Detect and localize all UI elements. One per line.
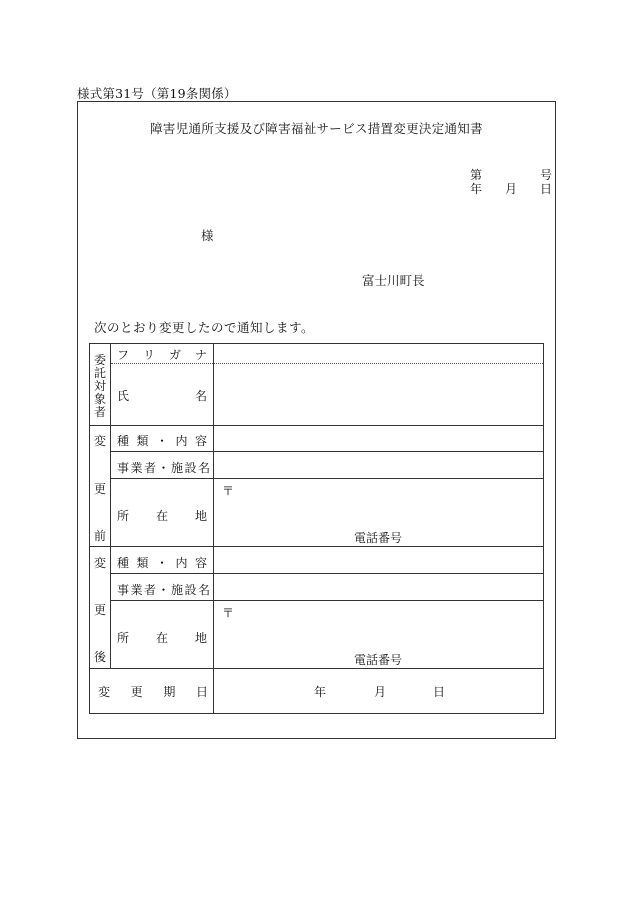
location-char: 所 xyxy=(117,631,130,645)
kind-char: 容 xyxy=(194,434,207,448)
before-phone-label: 電話番号 xyxy=(354,531,403,545)
before-postal-mark: 〒 xyxy=(222,484,235,498)
furigana-char: ナ xyxy=(194,348,207,362)
kind-char: 容 xyxy=(194,556,207,570)
kind-char: 種 xyxy=(117,556,130,570)
before-header-char: 前 xyxy=(94,529,107,543)
after-phone-label: 電話番号 xyxy=(354,653,403,667)
kind-char: 種 xyxy=(117,434,130,448)
after-header-char: 変 xyxy=(94,556,107,570)
date-year-label: 年 xyxy=(470,182,483,196)
after-postal-mark: 〒 xyxy=(222,606,235,620)
change-date-month: 月 xyxy=(374,685,387,699)
furigana-char: ガ xyxy=(168,348,181,362)
change-date-label xyxy=(98,683,208,700)
row-divider-before xyxy=(90,546,543,547)
furigana-divider xyxy=(111,363,543,364)
kind-char: 類 xyxy=(136,434,149,448)
row-divider-subject xyxy=(90,425,543,426)
row-divider-after xyxy=(90,668,543,669)
name-char: 名 xyxy=(194,389,207,403)
location-char: 地 xyxy=(194,631,207,645)
after-header-char: 更 xyxy=(94,603,107,617)
after-header-char: 後 xyxy=(94,650,107,664)
furigana-char: リ xyxy=(142,348,155,362)
date-day-label: 日 xyxy=(540,182,553,196)
subject-header-char: 託 xyxy=(94,366,107,380)
col-divider-2 xyxy=(213,344,214,713)
kind-char: 内 xyxy=(175,556,188,570)
subject-header-char: 委 xyxy=(94,353,107,367)
change-date-year: 年 xyxy=(314,685,327,699)
row-divider-before-kind xyxy=(111,451,543,452)
kind-char: ・ xyxy=(155,434,168,448)
after-location-label xyxy=(117,629,207,646)
location-char: 在 xyxy=(155,509,168,523)
form-number-label: 様式第31号（第19条関係） xyxy=(77,86,237,101)
change-date-char: 変 xyxy=(98,685,111,699)
intro-text: 次のとおり変更したので通知します。 xyxy=(94,320,315,335)
kind-char: 類 xyxy=(136,556,149,570)
before-location-label xyxy=(117,507,207,524)
issuer-name: 富士川町長 xyxy=(362,273,425,288)
subject-header-char: 象 xyxy=(94,392,107,406)
change-date-char: 日 xyxy=(195,685,208,699)
furigana-char: フ xyxy=(117,348,130,362)
change-date-day: 日 xyxy=(433,685,446,699)
subject-header-char: 者 xyxy=(94,405,107,419)
before-kind-label xyxy=(117,432,207,449)
row-divider-after-kind xyxy=(111,573,543,574)
col-divider-1 xyxy=(110,344,111,668)
furigana-label xyxy=(117,346,207,363)
before-provider-label: 事業者・施設名 xyxy=(117,461,212,475)
after-provider-label: 事業者・施設名 xyxy=(117,583,212,597)
before-header-char: 変 xyxy=(94,434,107,448)
change-date-char: 期 xyxy=(163,685,176,699)
name-char: 氏 xyxy=(117,389,130,403)
date-month-label: 月 xyxy=(505,182,518,196)
number-suffix: 号 xyxy=(540,168,553,182)
number-prefix: 第 xyxy=(470,168,483,182)
subject-header-char: 対 xyxy=(94,379,107,393)
change-date-char: 更 xyxy=(130,685,143,699)
location-char: 在 xyxy=(155,631,168,645)
after-kind-label xyxy=(117,554,207,571)
name-label xyxy=(117,387,207,404)
addressee-suffix: 様 xyxy=(201,228,214,243)
document-title: 障害児通所支援及び障害福祉サービス措置変更決定通知書 xyxy=(150,121,483,136)
location-char: 所 xyxy=(117,509,130,523)
row-divider-after-provider xyxy=(111,600,543,601)
row-divider-before-provider xyxy=(111,478,543,479)
kind-char: 内 xyxy=(175,434,188,448)
location-char: 地 xyxy=(194,509,207,523)
details-table xyxy=(89,343,544,714)
kind-char: ・ xyxy=(155,556,168,570)
before-header-char: 更 xyxy=(94,482,107,496)
